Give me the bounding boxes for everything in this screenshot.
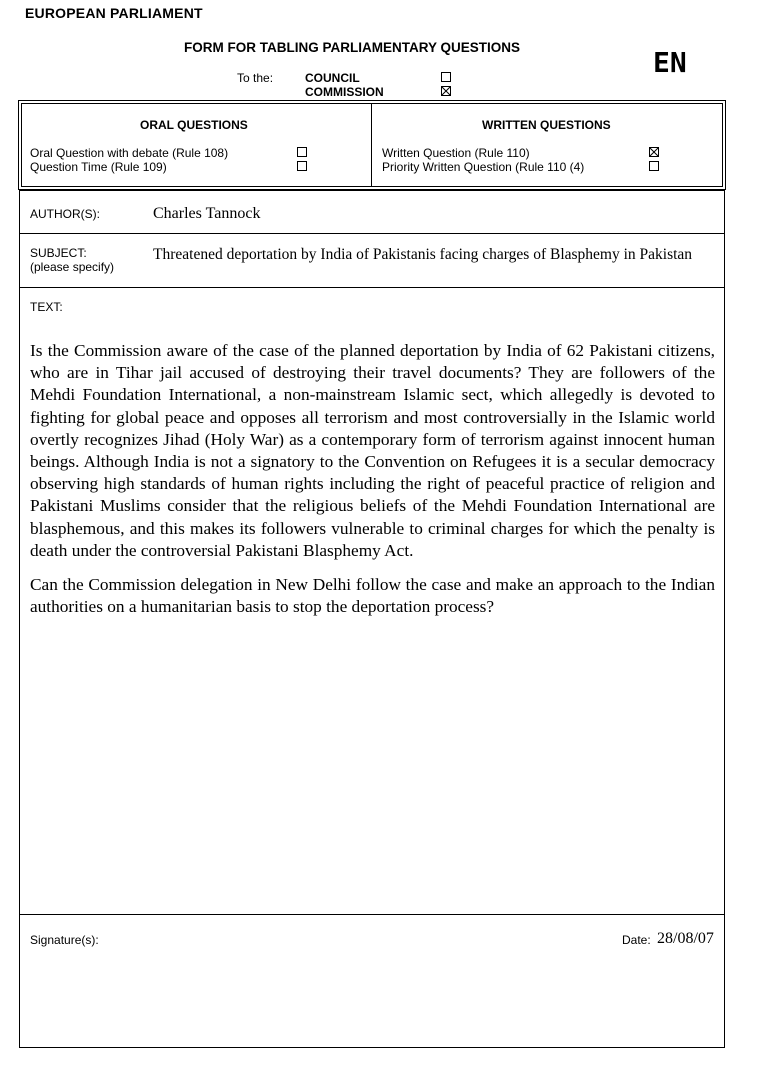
check-x-icon	[442, 87, 450, 95]
subject-divider	[19, 287, 725, 288]
form-title: FORM FOR TABLING PARLIAMENTARY QUESTIONS	[184, 40, 520, 55]
priority-written-question-checkbox[interactable]	[649, 161, 659, 171]
text-divider	[19, 914, 725, 915]
question-time-checkbox[interactable]	[297, 161, 307, 171]
to-the-label: To the:	[237, 71, 274, 85]
text-label: TEXT:	[30, 300, 63, 314]
recipient-council-label: COUNCIL	[305, 71, 360, 85]
question-paragraph-1: Is the Commission aware of the case of the planned deportation by India of 62 Pakistani citizens, who are in Tihar jail accused of destroying their travel documents? They are followers of the Mehdi Foundation International, a non-mainstream Islamic sect, which allegedly is devoted to fighting for global peace and opposes all terrorism and most controversially in the Islamic world overtly recognizes Jihad (Holy War) as a contemporary form of terrorism against innocent human beings. Although India is not a signatory to the Convention on Refugees it is a secular democracy observing high standards of human rights including the right of peaceful practice of religion and Pakistani Muslims consider that the religious beliefs of the Mehdi Foundation International are blasphemous, and this makes its followers vulnerable to criminal charges for which the penalty is death under the controversial Pakistani Blasphemy Act.	[30, 341, 715, 560]
question-type-divider	[371, 103, 372, 187]
written-question-label: Written Question (Rule 110)	[382, 146, 530, 160]
question-paragraph-2: Can the Commission delegation in New Delhi follow the case and make an approach to the Indian authorities on a humanitarian basis to stop the deportation process?	[30, 575, 715, 617]
author-value: Charles Tannock	[153, 205, 261, 222]
signature-label: Signature(s):	[30, 933, 99, 947]
oral-with-debate-checkbox[interactable]	[297, 147, 307, 157]
organization-name: EUROPEAN PARLIAMENT	[25, 5, 203, 21]
check-x-icon	[650, 148, 658, 156]
author-label: AUTHOR(S):	[30, 207, 100, 221]
subject-value: Threatened deportation by India of Pakistanis facing charges of Blasphemy in Pakistan	[153, 246, 693, 263]
priority-written-question-label: Priority Written Question (Rule 110 (4)	[382, 160, 585, 174]
oral-with-debate-label: Oral Question with debate (Rule 108)	[30, 146, 229, 160]
recipient-commission-checkbox[interactable]	[441, 86, 451, 96]
question-text	[30, 340, 715, 630]
author-divider	[19, 233, 725, 234]
recipient-commission-label: COMMISSION	[305, 85, 384, 99]
recipient-council-checkbox[interactable]	[441, 72, 451, 82]
language-code: EN	[653, 46, 687, 79]
date-value: 28/08/07	[657, 930, 714, 947]
written-questions-heading: WRITTEN QUESTIONS	[482, 118, 611, 132]
written-question-checkbox[interactable]	[649, 147, 659, 157]
question-type-frame-inner	[21, 103, 723, 187]
oral-questions-heading: ORAL QUESTIONS	[140, 118, 248, 132]
date-label: Date:	[622, 933, 651, 947]
subject-label: SUBJECT:	[30, 246, 87, 260]
question-time-label: Question Time (Rule 109)	[30, 160, 167, 174]
subject-sublabel: (please specify)	[30, 260, 115, 274]
